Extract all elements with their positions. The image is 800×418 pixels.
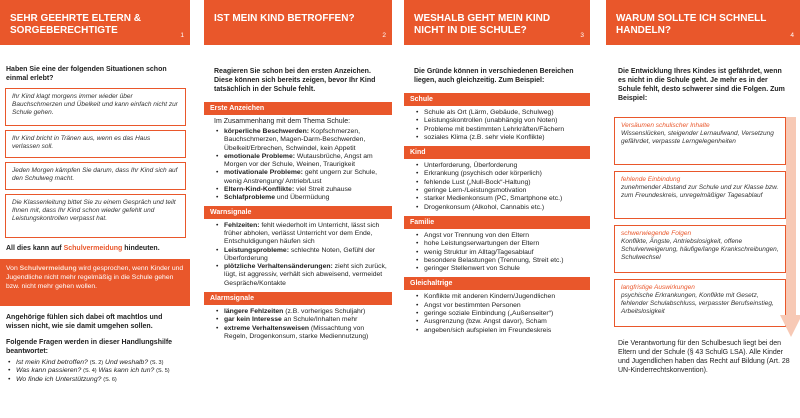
column-4-header bbox=[606, 0, 800, 45]
list-item: • Konflikte mit anderen Kindern/Jugendlichen bbox=[414, 293, 586, 301]
list-item: • Schlafprobleme und Übermüdung bbox=[214, 194, 388, 202]
column-3-title: WESHALB GEHT MEIN KIND NICHT IN DIE SCHULE? bbox=[414, 13, 551, 36]
situations-intro: Haben Sie eine der folgenden Situationen schon einmal erlebt? bbox=[6, 66, 167, 82]
list-item: • Leistungskontrollen (unabhängig von Noten) bbox=[414, 117, 586, 125]
column-1 bbox=[0, 0, 190, 418]
list-item: • besondere Belastungen (Trennung, Streit etc.) bbox=[414, 257, 586, 265]
consequence-1: Versäumen schulischer Inhalte Wissenslücken, steigender Lernaufwand, Versetzung gefährdet, verpasste Lerngelegenheiten bbox=[614, 117, 786, 165]
reaction-intro: Reagieren Sie schon bei den ersten Anzeichen. Diese können sich bereits zeigen, bevor Ihr Kind tatsächlich in der Schule fehlt. bbox=[214, 68, 376, 93]
list-item: • starker Medienkonsum (PC, Smartphone etc.) bbox=[414, 195, 586, 203]
list-item: • Unterforderung, Überforderung bbox=[414, 162, 586, 170]
list-item: • plötzliche Verhaltensänderungen: zieht sich zurück, lügt, ist aggressiv, verhält sich abweisend, vermeidet Gespräche/Kontakte bbox=[214, 263, 388, 288]
question-item: • Ist mein Kind betroffen? (S. 2) Und weshalb? (S. 3) bbox=[6, 359, 184, 367]
question-item: • Was kann passieren? (S. 4) Was kann ich tun? (S. 5) bbox=[6, 367, 184, 375]
group-peers: Gleichaltrige bbox=[404, 277, 590, 290]
situation-2: Ihr Kind bricht in Tränen aus, wenn es das Haus verlassen soll. bbox=[5, 130, 186, 158]
hint-text: All dies kann auf Schulvermeidung hindeuten. bbox=[6, 245, 160, 252]
group-child: Kind bbox=[404, 146, 590, 159]
consequence-2: fehlende Einbindung zunehmender Abstand zur Schule und zur Klasse bzw. zum Freundeskreis, unregelmäßiger Tagesablauf bbox=[614, 171, 786, 219]
situation-1: Ihr Kind klagt morgens immer wieder über Bauchschmerzen und Übelkeit und kann einfach nicht zur Schule gehen. bbox=[5, 88, 186, 126]
column-1-title: SEHR GEEHRTE ELTERN & SORGEBERECHTIGTE bbox=[10, 13, 141, 36]
responsibility-text: Die Verantwortung für den Schulbesuch liegt bei den Eltern und der Schule (§ 43 SchulG LSA). Alle Kinder und Jugendlichen haben das Recht auf Bildung (Art. 28 UN-Kinderrechtskonvention). bbox=[618, 340, 790, 374]
list-item: • soziales Klima (z.B. sehr viele Konflikte) bbox=[414, 134, 586, 142]
column-2 bbox=[204, 0, 392, 418]
section-alarm-signs: Alarmsignale bbox=[204, 292, 392, 305]
list-item: • Angst vor bestimmten Personen bbox=[414, 302, 586, 310]
family-reasons bbox=[404, 229, 590, 275]
list-item: • extreme Verhaltensweisen (Missachtung von Regeln, Drogenkonsum, starke Mediennutzung) bbox=[214, 325, 388, 342]
consequences-stack bbox=[606, 117, 800, 327]
helpless-text: Angehörige fühlen sich dabei oft machtlos und wissen nicht, wie sie damit umgehen sollen. bbox=[6, 314, 163, 330]
column-1-header bbox=[0, 0, 190, 45]
list-item: • geringe soziale Einbindung („Außenseiter“) bbox=[414, 310, 586, 318]
group-school: Schule bbox=[404, 93, 590, 106]
list-item: • Fehlzeiten: fehlt wiederholt im Unterricht, lässt sich früher abholen, verlässt Unterricht vor dem Ende, Entschuldigungen häufen sich bbox=[214, 222, 388, 247]
column-2-header bbox=[204, 0, 392, 45]
list-item: • fehlende Lust („Null-Bock“-Haltung) bbox=[414, 179, 586, 187]
list-item: • geringer Stellenwert von Schule bbox=[414, 265, 586, 273]
page-number: 1 bbox=[180, 32, 184, 39]
list-item: • Probleme mit bestimmten Lehrkräften/Fächern bbox=[414, 126, 586, 134]
column-4 bbox=[606, 0, 800, 418]
alarm-signs-list bbox=[204, 305, 392, 341]
page-number: 3 bbox=[580, 32, 584, 39]
list-item: • längere Fehlzeiten (z.B. vorheriges Schuljahr) bbox=[214, 308, 388, 316]
page-number: 4 bbox=[790, 32, 794, 39]
section-warning-signs: Warnsignale bbox=[204, 206, 392, 219]
consequence-4: langfristige Auswirkungen psychische Erkrankungen, Konflikte mit Gesetz, fehlender Schulabschluss, verpasster Berufseinstieg, Arbeitslosigkeit bbox=[614, 279, 786, 327]
questions-intro: Folgende Fragen werden in dieser Handlungshilfe beantwortet: bbox=[6, 339, 173, 355]
child-reasons bbox=[404, 159, 590, 214]
peer-reasons bbox=[404, 290, 590, 334]
list-item: • Eltern-Kind-Konflikte: viel Streit zuhause bbox=[214, 186, 388, 194]
list-item: • wenig Struktur im Alltag/Tagesablauf bbox=[414, 249, 586, 257]
arrow-down-icon bbox=[780, 117, 800, 339]
situation-4: Die Klassenleitung bittet Sie zu einem Gespräch und teilt Ihnen mit, dass Ihr Kind schon wieder gefehlt und Leistungskontrollen verpasst hat. bbox=[5, 194, 186, 238]
list-item: • Ausgrenzung (bzw. Angst davor), Scham bbox=[414, 318, 586, 326]
list-item: • Schule als Ort (Lärm, Gebäude, Schulweg) bbox=[414, 109, 586, 117]
definition-box: Von Schulvermeidung wird gesprochen, wenn Kinder und Jugendliche nicht mehr regelmäßig in die Schule gehen bzw. nicht mehr gehen wollen. bbox=[0, 259, 190, 306]
column-4-title: WARUM SOLLTE ICH SCHNELL HANDELN? bbox=[616, 13, 767, 36]
question-item: • Wo finde ich Unterstützung? (S. 6) bbox=[6, 376, 184, 384]
group-family: Familie bbox=[404, 216, 590, 229]
list-item: • angeben/sich aufspielen im Freundeskreis bbox=[414, 327, 586, 335]
column-3 bbox=[404, 0, 590, 418]
warning-signs-list bbox=[204, 219, 392, 288]
situation-3: Jeden Morgen kämpfen Sie darum, dass Ihr Kind sich auf den Schulweg macht. bbox=[5, 162, 186, 190]
questions-list bbox=[0, 359, 190, 384]
list-item: • Drogenkonsum (Alkohol, Cannabis etc.) bbox=[414, 204, 586, 212]
list-item: • motivationale Probleme: geht ungern zur Schule, wenig Anstrengung/ Antrieb/Lust bbox=[214, 169, 388, 186]
list-item: • Erkrankung (psychisch oder körperlich) bbox=[414, 170, 586, 178]
page-number: 2 bbox=[382, 32, 386, 39]
list-item: • Angst vor Trennung von den Eltern bbox=[414, 232, 586, 240]
reasons-intro: Die Gründe können in verschiedenen Bereichen liegen, auch gleichzeitig. Zum Beispiel: bbox=[414, 68, 574, 84]
list-item: • hohe Leistungserwartungen der Eltern bbox=[414, 240, 586, 248]
list-item: • geringe Lern-/Leistungsmotivation bbox=[414, 187, 586, 195]
column-3-header bbox=[404, 0, 590, 45]
section-first-signs: Erste Anzeichen bbox=[204, 102, 392, 115]
first-signs-intro: Im Zusammenhang mit dem Thema Schule: bbox=[214, 118, 351, 125]
list-item: • Leistungsprobleme: schlechte Noten, Gefühl der Überforderung bbox=[214, 247, 388, 264]
list-item: • körperliche Beschwerden: Kopfschmerzen, Bauchschmerzen, Magen-Darm-Beschwerden, Übelkeit/Erbrechen, Schwindel, kein Appetit bbox=[214, 128, 388, 153]
urgency-intro: Die Entwicklung Ihres Kindes ist gefährdet, wenn es nicht in die Schule geht. Je mehr es in der Schule fehlt, desto schwerer sind die Folgen. Zum Beispiel: bbox=[618, 68, 785, 102]
first-signs-list bbox=[204, 128, 392, 203]
column-2-title: IST MEIN KIND BETROFFEN? bbox=[214, 13, 355, 24]
list-item: • emotionale Probleme: Wutausbrüche, Angst am Morgen vor der Schule, Weinen, Traurigkeit bbox=[214, 153, 388, 170]
consequence-3: schwerwiegende Folgen Konflikte, Ängste, Antriebslosigkeit, offene Schulverweigerung, häufige/lange Krankschreibungen, Schulwechsel bbox=[614, 225, 786, 273]
list-item: • gar kein Interesse an Schule/Inhalten mehr bbox=[214, 316, 388, 324]
school-reasons bbox=[404, 106, 590, 144]
